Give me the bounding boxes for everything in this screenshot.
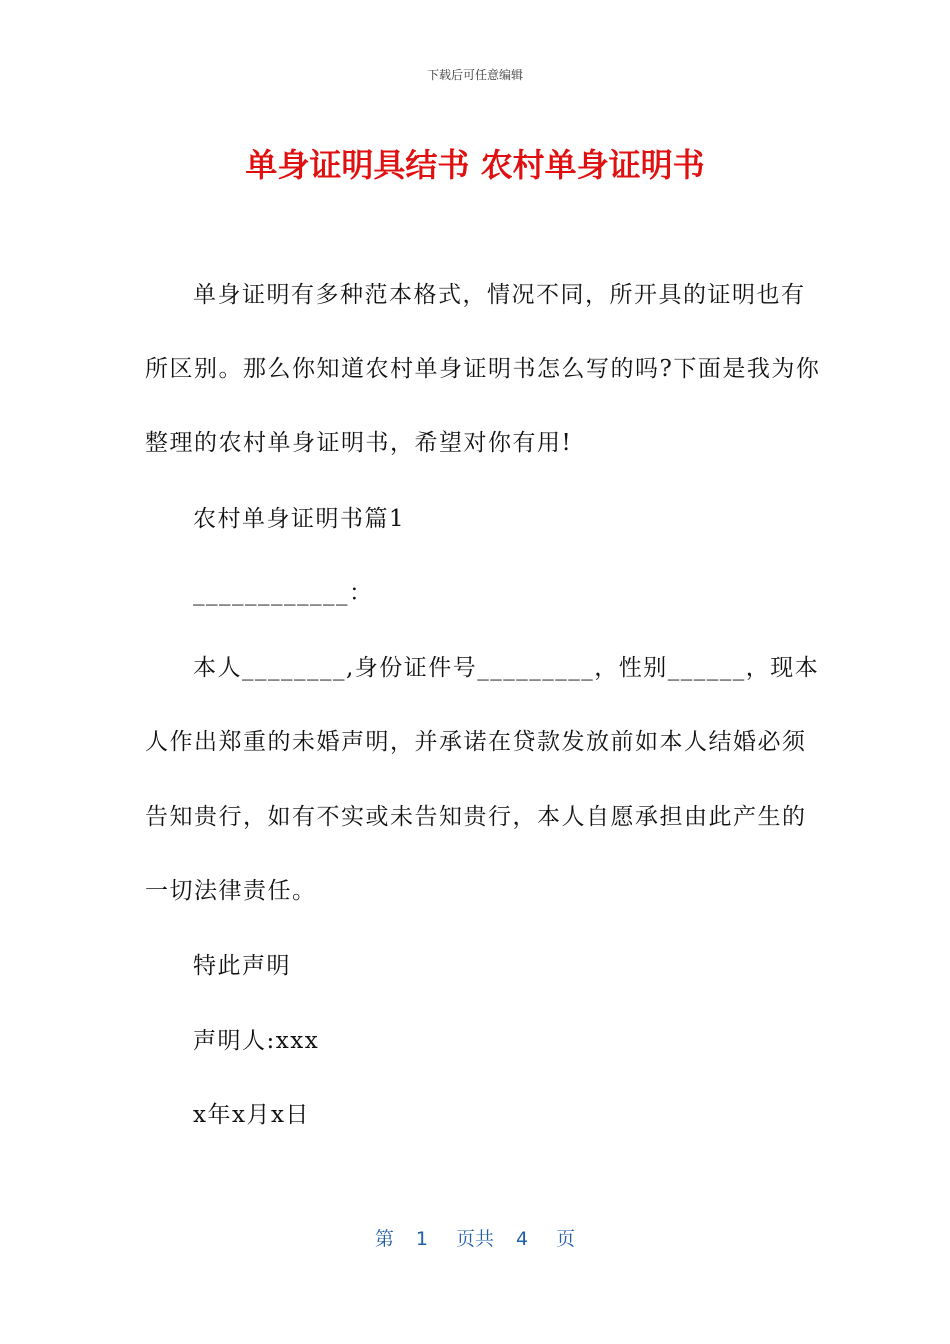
footer-suffix: 页 — [556, 1228, 576, 1250]
page-footer — [0, 1224, 950, 1251]
document-title: 单身证明具结书 农村单身证明书 — [245, 146, 705, 184]
footer-page-number: 1 — [415, 1228, 428, 1250]
intro-line-1: 单身证明有多种范本格式，情况不同，所开具的证明也有 — [193, 282, 806, 308]
statement-line-3: 告知贵行，如有不实或未告知贵行，本人自愿承担由此产生的 — [145, 804, 807, 830]
footer-middle: 页共 — [455, 1228, 494, 1250]
closing-line: 特此声明 — [193, 953, 291, 979]
intro-line-3: 整理的农村单身证明书，希望对你有用! — [145, 430, 573, 456]
statement-line-2: 人作出郑重的未婚声明，并承诺在贷款发放前如本人结婚必须 — [145, 729, 807, 755]
footer-total-pages: 4 — [516, 1228, 529, 1250]
date-line: x年x月x日 — [193, 1102, 310, 1128]
statement-line-1: 本人________,身份证件号_________，性别______，现本 — [193, 655, 820, 681]
declarant-line: 声明人:xxx — [193, 1028, 320, 1054]
addressee-line: ____________： — [193, 580, 374, 606]
section-heading: 农村单身证明书篇1 — [193, 506, 406, 532]
intro-line-2: 所区别。那么你知道农村单身证明书怎么写的吗?下面是我为你 — [145, 356, 821, 382]
header-note: 下载后可任意编辑 — [426, 68, 523, 82]
footer-prefix: 第 — [374, 1228, 394, 1250]
statement-line-4: 一切法律责任。 — [145, 878, 317, 904]
